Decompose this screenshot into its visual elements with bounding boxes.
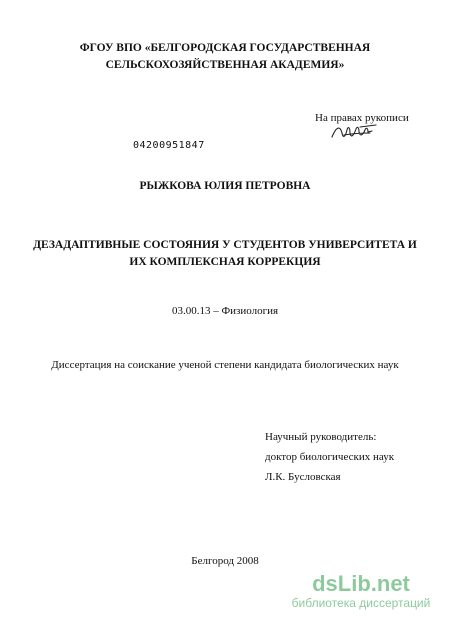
watermark-logo: dsLib.net <box>312 571 410 596</box>
organization-line-1: ФГОУ ВПО «БЕЛГОРОДСКАЯ ГОСУДАРСТВЕННАЯ <box>79 42 371 54</box>
city-year: Белгород 2008 <box>191 555 259 567</box>
handwritten-signature <box>330 121 378 143</box>
registration-number: 04200951847 <box>133 140 205 151</box>
watermark <box>276 572 446 610</box>
title-line-2: ИХ КОМПЛЕКСНАЯ КОРРЕКЦИЯ <box>129 256 321 268</box>
author-name: РЫЖКОВА ЮЛИЯ ПЕТРОВНА <box>139 180 311 192</box>
title-line-1: ДЕЗАДАПТИВНЫЕ СОСТОЯНИЯ У СТУДЕНТОВ УНИВЕРСИТЕТА И <box>33 239 417 251</box>
advisor-label: Научный руководитель: <box>265 431 377 443</box>
specialty-code: 03.00.13 – Физиология <box>171 305 279 317</box>
degree-statement: Диссертация на соискание ученой степени кандидата биологических наук <box>51 359 399 371</box>
advisor-name: Л.К. Бусловская <box>265 471 341 483</box>
manuscript-rights-note: На правах рукописи <box>315 112 409 124</box>
organization-header <box>0 40 450 74</box>
dissertation-title <box>0 237 450 271</box>
watermark-subtitle: библиотека диссертаций <box>291 596 431 610</box>
organization-line-2: СЕЛЬСКОХОЗЯЙСТВЕННАЯ АКАДЕМИЯ» <box>105 59 345 71</box>
advisor-degree: доктор биологических наук <box>265 451 395 463</box>
